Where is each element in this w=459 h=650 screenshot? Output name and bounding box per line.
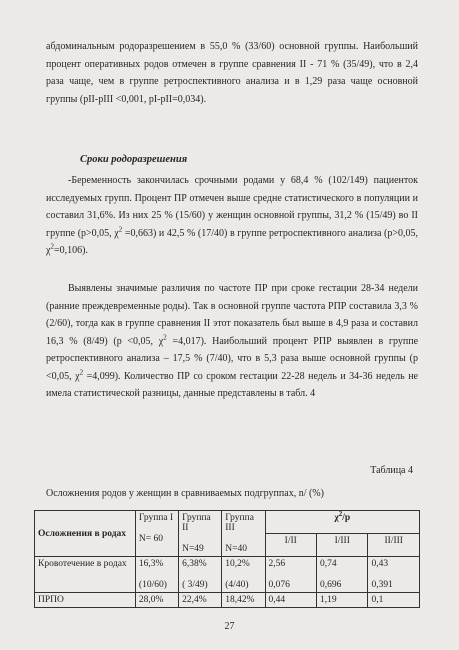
superscript: 2 [79,368,84,377]
spacer [225,569,261,580]
group-size: N=40 [225,544,247,554]
header-i-iii: I/III [316,534,367,557]
chi-value: 2,56 [268,559,286,569]
paragraph-early-preterm [46,280,418,403]
table-row [35,557,420,593]
cell-group-3 [222,557,265,593]
cell-chi-i-iii [316,557,367,593]
paragraph-text: =4,017). Наибольший процент РПР выявлен в группе ретроспективного анализа – 17,5 % (7/40), что в 5,3 раза выше основной группы (p <0,05, χ [46,335,419,382]
paragraph-text: =0,106). [53,245,88,256]
paragraph-text: Выявлены значимые различия по частоте ПР при сроке гестации 28-34 недели (ранние преждевременные роды). Так в основной группе частота РПР составила 3,3 % (2/60), тогда как в группе сравнения II этот показатель был выше в 4,9 раза и составил 16,3 % (8/49) (p <0,05, χ [46,283,418,347]
cell-group-1: 28,0% [135,593,178,608]
cell-group-2 [179,557,222,593]
spacer [269,569,313,580]
chi-value: 0,43 [371,559,389,569]
row-label: ПРПО [35,593,136,608]
row-label: Кровотечение в родах [35,557,136,593]
chi-symbol: χ [334,513,339,523]
cell-count: (4/40) [225,580,249,590]
cell-chi-i-iii: 1,19 [316,593,367,608]
p-value: 0,076 [268,580,290,590]
header-group-1 [135,511,178,557]
cell-percent: 6,38% [182,559,207,569]
cell-chi-i-ii: 0,44 [265,593,316,608]
chi-tail: /p [342,513,351,523]
spacer [139,523,175,534]
spacer [182,533,218,544]
cell-chi-i-ii [265,557,316,593]
header-chi-square [265,511,420,534]
cell-chi-ii-iii [368,557,420,593]
paragraph-text: абдоминальным родоразрешением в 55,0 % (33/60) основной группы. Наибольший процент оперативных родов отмечен в группе сравнения II - 71 % (35/49), что в 2,4 раза чаще, чем в группе ретроспективного анализа и в 1,29 раза чаще основной группы (pII-pIII <0,001, pI-pII=0,034). [46,41,418,105]
cell-percent: 16,3% [138,559,164,569]
group-name: Группа III [225,513,254,533]
table-row [35,593,420,608]
cell-chi-ii-iii: 0,1 [368,593,420,608]
paragraph-delivery-method [46,38,418,108]
group-size: N= 60 [138,534,164,544]
paragraph-term-delivery [46,172,418,260]
spacer [139,569,175,580]
header-complications: Осложнения в родах [35,511,136,557]
paragraph-text: =0,663) и 42,5 % (17/40) в группе ретроспективного анализа (p>0,05, χ [46,227,418,256]
table-title: Таблица 4 [370,465,413,476]
header-ii-iii: II/III [368,534,420,557]
group-size: N=49 [182,544,204,554]
cell-percent: 10,2% [225,559,250,569]
spacer [225,533,261,544]
header-group-3 [222,511,265,557]
spacer [182,569,218,580]
header-group-2 [179,511,222,557]
complications-table [34,510,420,608]
paragraph-text: -Беременность закончилась срочными родами у 68,4 % (102/149) пациенток исследуемых групп. Процент ПР отмечен выше средне статистического в популяции и составил 31,6%. Из них 25 % (15/60) у женщин основной группы, 31,2 % (15/49) во II группе (p>0,05, χ [46,175,418,239]
table-caption: Осложнения родов у женщин в сравниваемых подгруппах, n/ (%) [46,488,324,499]
cell-group-1 [135,557,178,593]
superscript: 2 [118,225,123,234]
superscript: 2 [338,509,343,518]
page-number: 27 [224,621,235,632]
p-value: 0,696 [319,580,342,590]
cell-group-3: 18,42% [222,593,265,608]
chi-value: 0,74 [319,559,337,569]
paragraph-text: =4,099). Количество ПР со сроком гестации 22-28 недель и 34-36 недель не имела статистической разницы, данные представлены в табл. 4 [46,370,418,399]
table-header-row [35,511,420,534]
p-value: 0,391 [371,580,393,590]
header-i-ii: I/II [265,534,316,557]
cell-group-2: 22,4% [179,593,222,608]
group-name: Группа II [182,513,211,533]
cell-count: (10/60) [138,580,167,590]
superscript: 2 [50,242,54,251]
cell-count: ( 3/49) [182,580,208,590]
spacer [320,569,364,580]
section-heading: Сроки родоразрешения [80,154,188,165]
spacer [371,569,416,580]
group-name: Группа I [138,513,174,523]
superscript: 2 [163,333,167,342]
